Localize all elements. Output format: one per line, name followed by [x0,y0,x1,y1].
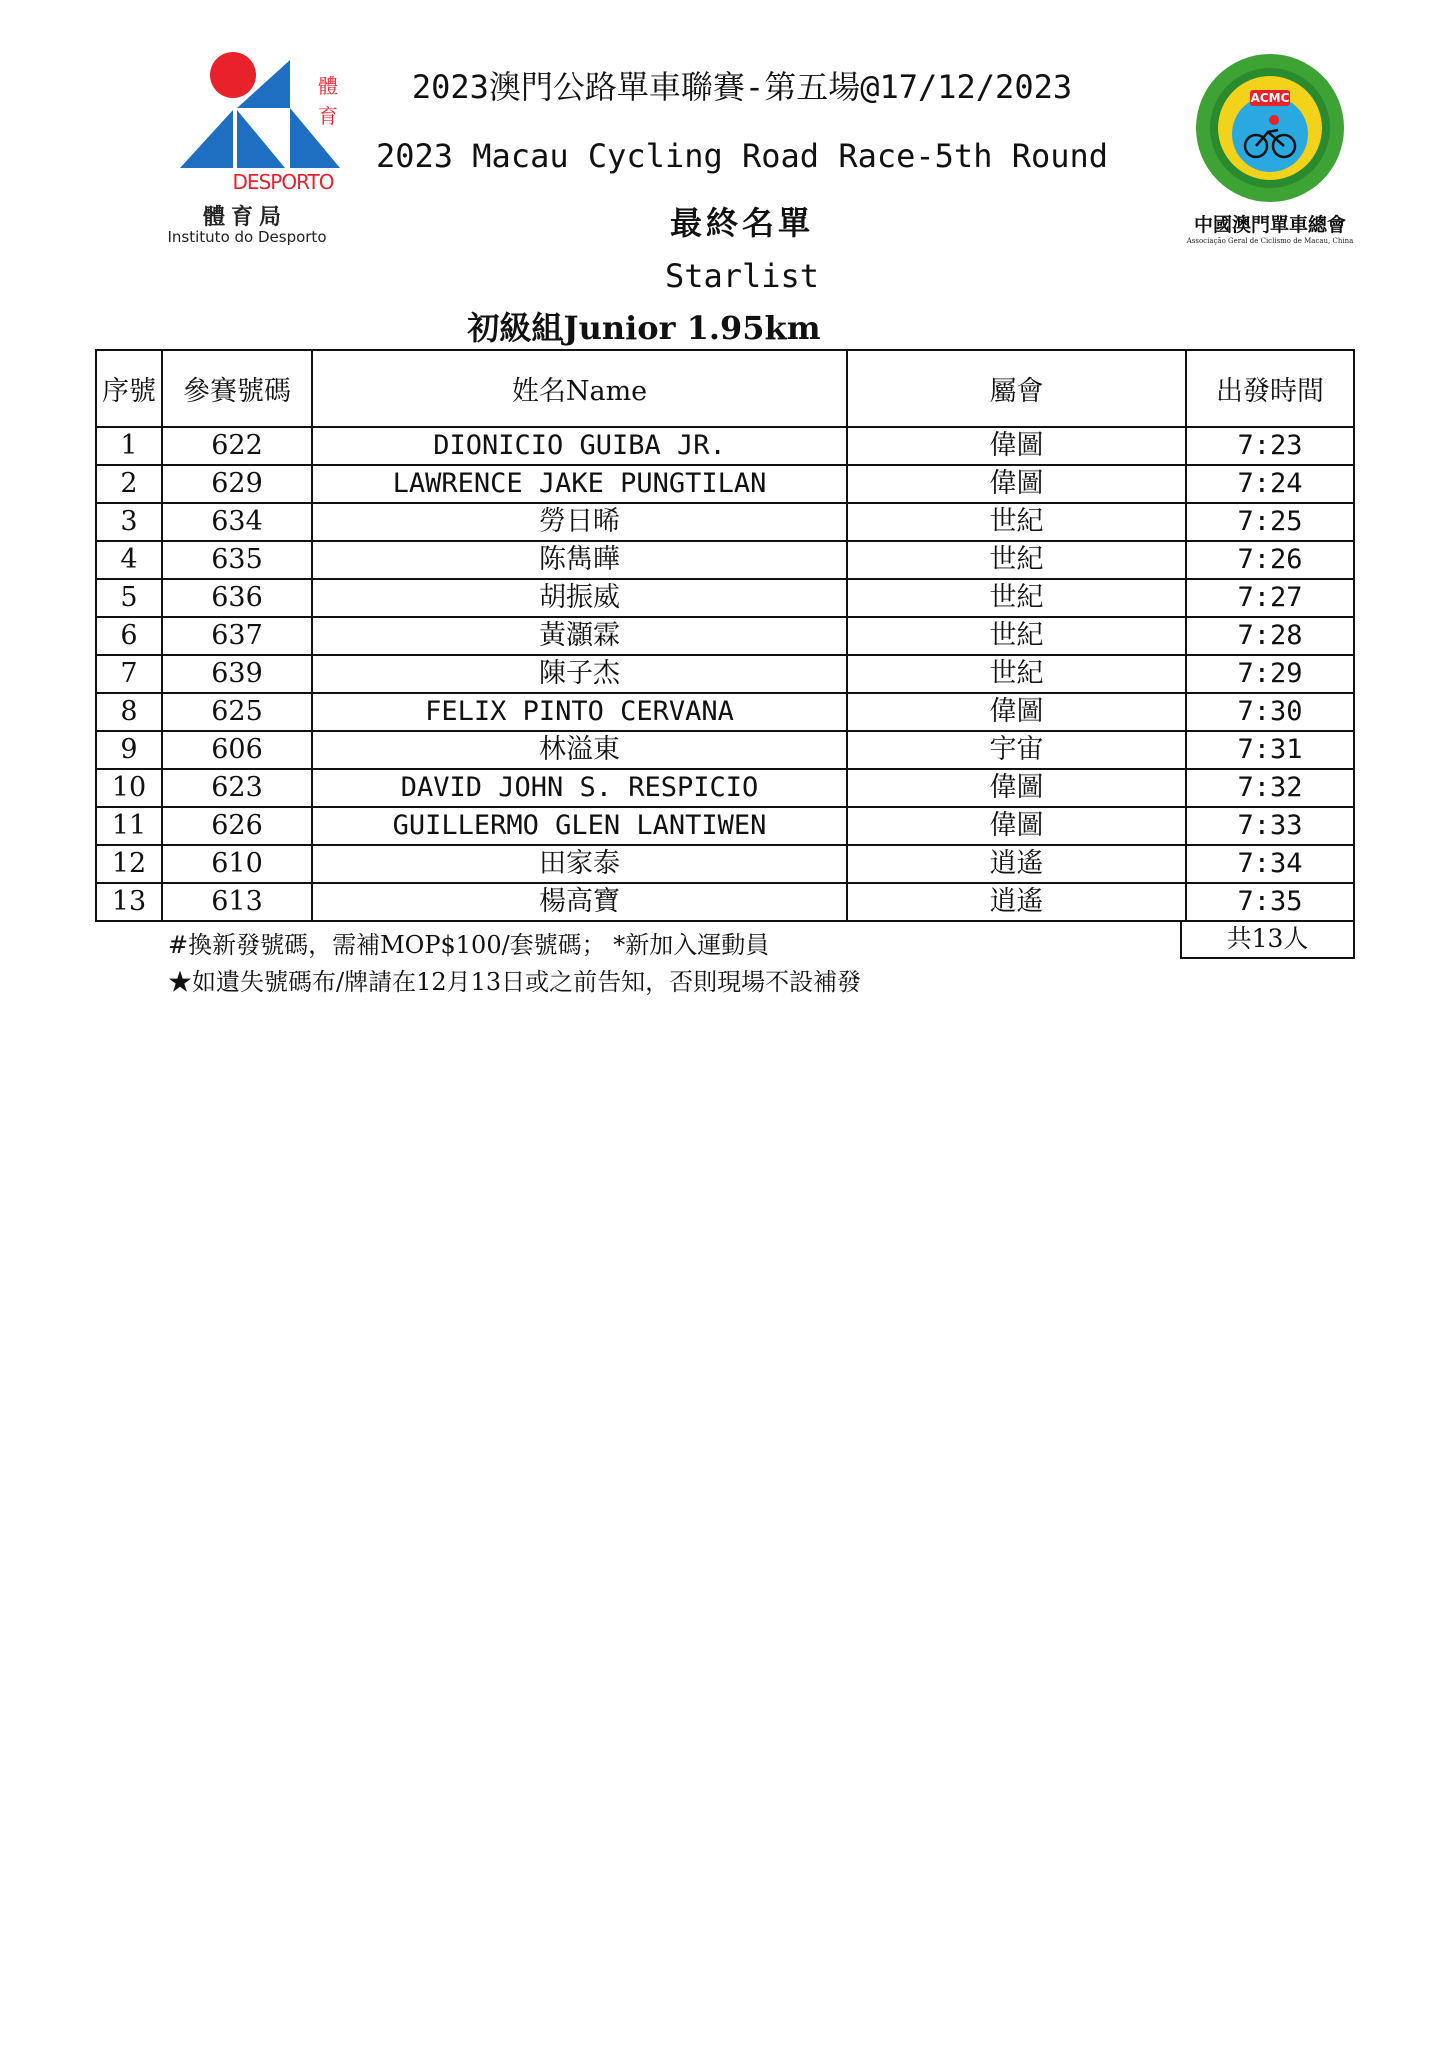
cell-start-time: 7:31 [1186,731,1354,769]
cell-bib: 613 [162,883,312,921]
cell-bib: 622 [162,427,312,465]
cell-start-time: 7:28 [1186,617,1354,655]
cell-name: 胡振威 [312,579,847,617]
cell-bib: 639 [162,655,312,693]
header-club: 屬會 [847,350,1186,427]
acmc-badge-text: ACMC [1250,91,1290,105]
note-bib-replacement: #換新發號碼，需補MOP$100/套號碼； *新加入運動員 [168,931,770,959]
cell-name: 陳子杰 [312,655,847,693]
cell-start-time: 7:35 [1186,883,1354,921]
header-start-time: 出發時間 [1186,350,1354,427]
desporto-char-mid: 育 [318,104,338,128]
cell-bib: 606 [162,731,312,769]
cell-no: 10 [96,769,162,807]
desporto-char-top: 體 [318,74,338,98]
cell-club: 偉圖 [847,807,1186,845]
table-row [96,769,1354,807]
total-count: 共13人 [1180,921,1355,959]
cell-start-time: 7:23 [1186,427,1354,465]
cell-name: 林溢東 [312,731,847,769]
cell-name: 陈雋曄 [312,541,847,579]
cell-start-time: 7:29 [1186,655,1354,693]
cell-club: 逍遙 [847,883,1186,921]
cell-no: 12 [96,845,162,883]
cell-club: 世紀 [847,503,1186,541]
table-row [96,579,1354,617]
table-row [96,541,1354,579]
table-row [96,427,1354,465]
cell-no: 6 [96,617,162,655]
desporto-brand: DESPORTO [232,170,334,194]
desporto-name-zh: 體育局 [202,205,287,230]
table-row [96,807,1354,845]
cell-bib: 626 [162,807,312,845]
table-row [96,465,1354,503]
note-lost-bib: ★如遺失號碼布/牌請在12月13日或之前告知，否則現場不設補發 [168,968,862,996]
cell-no: 13 [96,883,162,921]
category-title: 初級組Junior 1.95km [467,309,821,347]
table-row [96,845,1354,883]
cell-no: 1 [96,427,162,465]
table-row [96,883,1354,921]
table-row [96,617,1354,655]
table-row [96,503,1354,541]
cell-bib: 637 [162,617,312,655]
cell-no: 5 [96,579,162,617]
table-row [96,731,1354,769]
cell-no: 9 [96,731,162,769]
cell-bib: 634 [162,503,312,541]
cell-bib: 629 [162,465,312,503]
cell-start-time: 7:34 [1186,845,1354,883]
cell-no: 3 [96,503,162,541]
cell-club: 世紀 [847,617,1186,655]
cell-name: LAWRENCE JAKE PUNGTILAN [312,465,847,503]
cell-name: FELIX PINTO CERVANA [312,693,847,731]
header-no: 序號 [96,350,162,427]
list-title-zh: 最終名單 [669,204,814,242]
cell-bib: 623 [162,769,312,807]
cell-name: GUILLERMO GLEN LANTIWEN [312,807,847,845]
cell-name: 田家泰 [312,845,847,883]
cell-bib: 635 [162,541,312,579]
race-title-en: 2023 Macau Cycling Road Race-5th Round [375,137,1109,175]
startlist-table [95,349,1355,922]
cell-club: 偉圖 [847,693,1186,731]
cell-start-time: 7:27 [1186,579,1354,617]
cell-bib: 636 [162,579,312,617]
cell-name: 楊高寶 [312,883,847,921]
cell-name: DAVID JOHN S. RESPICIO [312,769,847,807]
table-row [96,693,1354,731]
cell-start-time: 7:30 [1186,693,1354,731]
cell-bib: 610 [162,845,312,883]
cell-club: 偉圖 [847,769,1186,807]
header-name: 姓名Name [312,350,847,427]
cell-club: 逍遙 [847,845,1186,883]
cell-no: 11 [96,807,162,845]
table-row [96,655,1354,693]
cell-start-time: 7:25 [1186,503,1354,541]
cell-name: DIONICIO GUIBA JR. [312,427,847,465]
cell-no: 4 [96,541,162,579]
cell-start-time: 7:24 [1186,465,1354,503]
cell-no: 8 [96,693,162,731]
cell-name: 黃灝霖 [312,617,847,655]
cell-start-time: 7:32 [1186,769,1354,807]
cell-start-time: 7:33 [1186,807,1354,845]
acmc-name-pt: Associação Geral de Ciclismo de Macau, China [1186,237,1354,245]
cell-club: 世紀 [847,541,1186,579]
cell-club: 世紀 [847,655,1186,693]
acmc-logo [1180,50,1360,250]
header-bib: 參賽號碼 [162,350,312,427]
list-title-en: Starlist [664,257,820,295]
table-header-row [96,350,1354,427]
cell-club: 偉圖 [847,427,1186,465]
cell-club: 宇宙 [847,731,1186,769]
acmc-emblem-icon [1180,50,1360,210]
cell-no: 7 [96,655,162,693]
cell-name: 勞日晞 [312,503,847,541]
cell-start-time: 7:26 [1186,541,1354,579]
cell-bib: 625 [162,693,312,731]
cell-club: 偉圖 [847,465,1186,503]
acmc-name-zh: 中國澳門單車總會 [1193,214,1346,236]
cell-no: 2 [96,465,162,503]
cell-club: 世紀 [847,579,1186,617]
desporto-name-pt: Instituto do Desporto [167,228,327,246]
race-title-zh: 2023澳門公路單車聯賽-第五場@17/12/2023 [411,68,1073,106]
